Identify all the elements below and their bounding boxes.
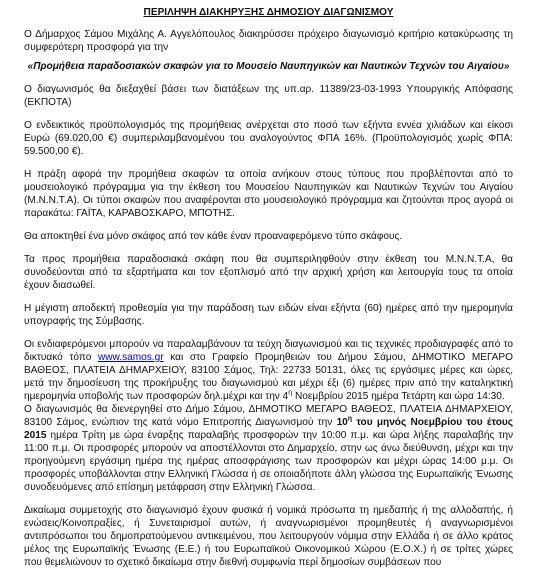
- one-vessel-paragraph: Θα αποκτηθεί ένα μόνο σκάφος από τον κάθε έναν προαναφερόμενο τύπο σκάφους.: [24, 231, 403, 242]
- budget-paragraph: Ο ενδεικτικός προϋπολογισμός της προμήθειας ανέρχεται στο ποσό των εξήντα εννέα χιλιάδων και είκοσι Ευρώ (69.020,00 €) συμπεριλαμβανομένου του αναλογούντος ΦΠΑ 16%. (Προϋπολογισμός χωρίς ΦΠΑ: 59.500,00 €).: [24, 120, 513, 157]
- action-paragraph: Η πράξη αφορά την προμήθεια σκαφών τα οποία ανήκουν στους τύπους που προβλέπονται από το μουσειολογικό πρόγραμμα για την έκθεση του Μουσείου Ναυπηγικών και Ναυτικών Τεχνών του Αιγαίου (Μ.Ν.Ν.Τ.Α). Οι τύποι σκαφών που αναφέρονται στο μουσειολογικό πρόγραμμα και ζητούνται προς αγορά οι παρακάτω: ΓΑΪΤΑ, ΚΑΡΑΒΟΣΚΑΡΟ, ΜΠΟΤΗΣ.: [24, 169, 513, 219]
- obtain-date-suffix: η: [288, 389, 293, 397]
- participation-rights-paragraph: Δικαίωμα συμμετοχής στο διαγωνισμό έχουν φυσικά ή νομικά πρόσωπα τη ημεδαπής ή της αλλοδαπής, ή ενώσεις/Κοινοπραξίες, ή Συνεταιρισμοί αυτών, ή αναγνωρισμένοι προμηθευτές ή αναγνωρισμένοι αντιπρόσωποι του δημοπρατούμενου αντικειμένου, που λειτουργούν νόμιμα στην Ελλάδα ή σε άλλο κράτος μέλος της Ευρωπαϊκής Ένωσης (Ε.Ε.) ή του Ευρωπαϊκού Οικονομικού Χώρου (Ε.Ο.Χ.) ή σε τρίτες χώρες που θεμελιώνουν το σχετικό δικαίωμα στην διεθνή συμφωνία περί δημοσίων συμβάσεων που: [24, 505, 513, 568]
- obtain-text-start: Οι ενδιαφερόμενοι μπορούν να παραλαμβάνουν τα τεύχη διαγωνισμού και τις τεχνικές προδιαγραφές από το δικτυακό τόπο: [24, 339, 513, 363]
- delivery-paragraph: Η μέγιστη αποδεκτή προθεσμία για την παράδοση των ειδών είναι εξήντα (60) ημέρες από την ημερομηνία υπογραφής της Σύμβασης.: [24, 303, 513, 327]
- page-title: ΠΕΡΙΛΗΨΗ ΔΙΑΚΗΡΥΞΗΣ ΔΗΜΟΣΙΟΥ ΔΙΑΓΩΝΙΣΜΟΥ: [143, 7, 394, 18]
- tender-month-year: του μηνός Νοεμβρίου του έτους 2015: [24, 417, 513, 441]
- law-paragraph: Ο διαγωνισμός θα διεξαχθεί βάσει των διατάξεων της υπ.αρ. 11389/23-03-1993 Υπουργικής Απόφασης (ΕΚΠΟΤΑ): [24, 84, 513, 108]
- obtain-text-middle: και στο Γραφείο Προμηθειών του Δήμου Σάμου, ΔΗΜΟΤΙΚΟ ΜΕΓΑΡΟ ΒΑΘΕΟΣ, ΠΛΑΤΕΙΑ ΔΗΜΑΡΧΕΙΟΥ, 83100 Σάμος, Τηλ: 22733 50131, όλες τις εργάσιμες μέρες και ώρες, μετά την δημοσίευση της προκήρυξης του διαγωνισμού και μέχρι έξι (6) ημέρες πριν από την καταληκτική ημερομηνία υποβολής των προσφορών δηλ.μέχρι και την 4: [24, 352, 513, 402]
- tender-subject: «Προμήθεια παραδοσιακών σκαφών για το Μουσείο Ναυπηγικών και Ναυτικών Τεχνών του Αιγαίου»: [27, 61, 510, 72]
- tender-day-suffix: η: [347, 415, 353, 423]
- samos-website-link[interactable]: www.samos.gr: [97, 352, 164, 363]
- tender-day: 10: [336, 417, 348, 428]
- obtain-text-end: Νοεμβρίου 2015 ημέρα Τετάρτη και ώρα 14:30.: [292, 391, 505, 402]
- venue-paragraph: [24, 403, 513, 494]
- obtain-documents-paragraph: [24, 338, 513, 403]
- equipment-paragraph: Τα προς προμήθεια παραδοσιακά σκάφη που θα συμπεριληφθούν στην έκθεση του Μ.Ν.Ν.Τ.Α, θα συνοδεύονται από τα εξαρτήματα και τον εξοπλισμό από την αρχική χρήση και λειτουργία τους τα οποία έχουν διασωθεί.: [24, 254, 513, 291]
- intro-paragraph: Ο Δήμαρχος Σάμου Μιχάλης Α. Αγγελόπουλος διακηρύσσει πρόχειρο διαγωνισμό κριτήριο κατακύρωσης τη συμφερότερη προσφορά για την: [24, 29, 513, 53]
- venue-text-start: Ο διαγωνισμός θα διενεργηθεί στο Δήμο Σάμου, ΔΗΜΟΤΙΚΟ ΜΕΓΑΡΟ ΒΑΘΕΟΣ, ΠΛΑΤΕΙΑ ΔΗΜΑΡΧΕΙΟΥ, 83100 Σάμος, ενώπιον της κατά νόμο Επιτροπής Διαγωνισμού την: [24, 404, 513, 428]
- venue-text-rest: ημέρα Τρίτη με ώρα έναρξης παραλαβής προσφορών την 10:00 π.μ. και ώρα λήξης παραλαβής την 11:00 π.μ. Οι προσφορές μπορούν να αποστέλλονται στο Δημαρχείο, στην ως άνω διεύθυνση, μέχρι και την προηγούμενη εργάσιμη ημέρα της ημέρας αποσφράγισης των προσφορών και μέχρι ώρας 14:00 μ.μ. Οι προσφορές υποβάλλονται στην Ελληνική Γλώσσα ή σε οποιαδήποτε άλλη γλώσσα της Ευρωπαϊκής Ένωσης συνοδευόμενες από επίσημη μετάφραση στην Ελληνική Γλώσσα.: [24, 430, 513, 493]
